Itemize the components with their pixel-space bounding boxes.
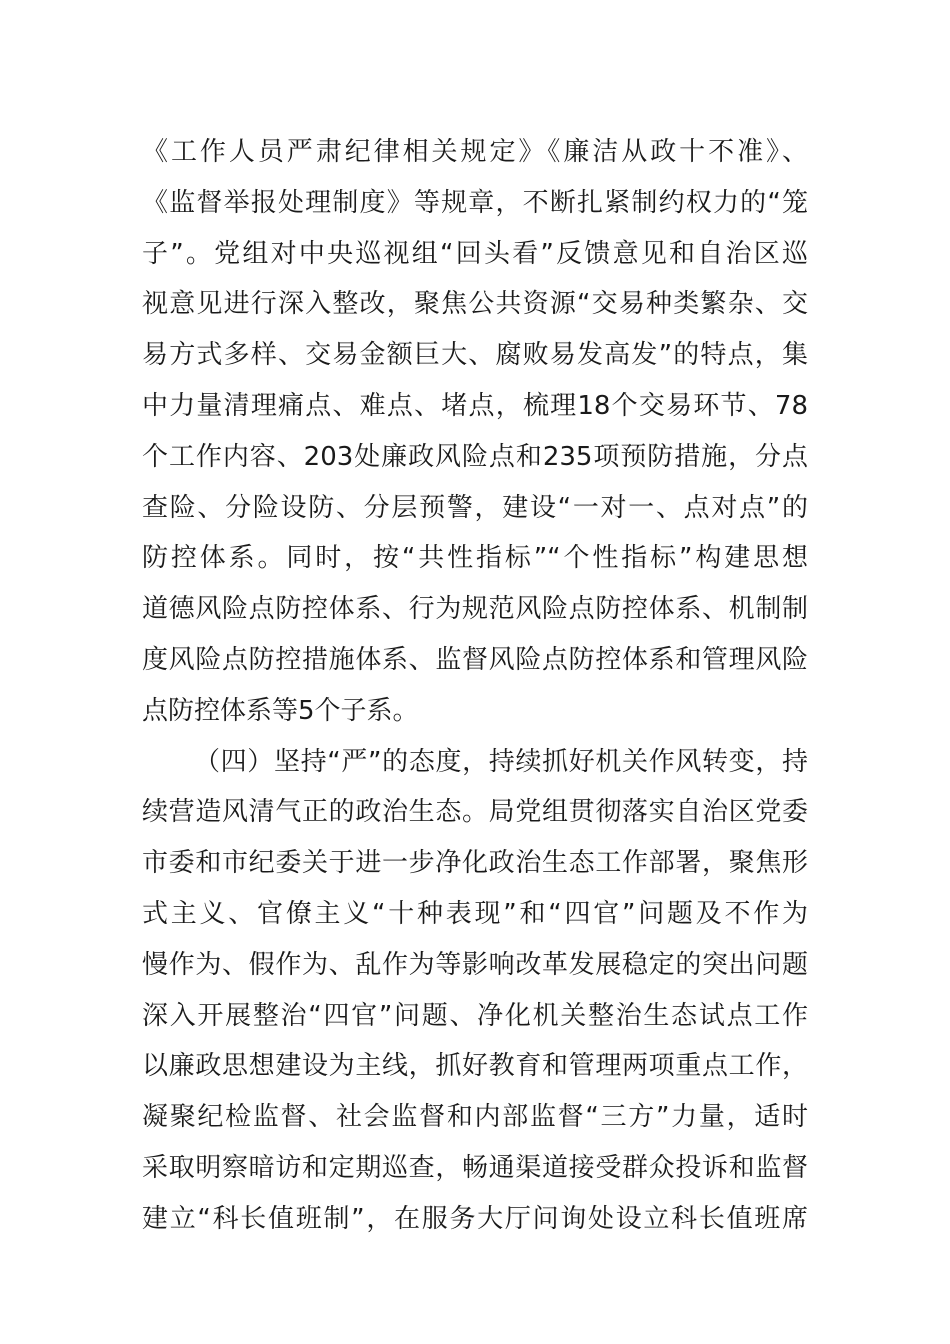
text-line: 查险、分险设防、分层预警，建设“一对一、点对点”的 xyxy=(142,492,808,523)
text-line: 中力量清理痛点、难点、堵点，梳理18个交易环节、78 xyxy=(142,390,808,421)
text-line: 慢作为、假作为、乱作为等影响改革发展稳定的突出问题 xyxy=(142,949,808,980)
text-line: 道德风险点防控体系、行为规范风险点防控体系、机制制 xyxy=(142,594,808,625)
text-line: （四）坚持“严”的态度，持续抓好机关作风转变，持 xyxy=(194,746,808,777)
text-line: 子”。党组对中央巡视组“回头看”反馈意见和自治区巡 xyxy=(142,238,808,269)
text-line: 建立“科长值班制”，在服务大厅问询处设立科长值班席 xyxy=(142,1203,808,1234)
text-line: 续营造风清气正的政治生态。局党组贯彻落实自治区党委 xyxy=(142,797,808,828)
text-line: 点防控体系等5个子系。 xyxy=(142,695,419,726)
text-line: 采取明察暗访和定期巡查，畅通渠道接受群众投诉和监督 xyxy=(142,1152,808,1183)
text-line: 式主义、官僚主义“十种表现”和“四官”问题及不作为 xyxy=(142,898,808,929)
text-line: 市委和市纪委关于进一步净化政治生态工作部署，聚焦形 xyxy=(142,848,808,879)
text-line: 凝聚纪检监督、社会监督和内部监督“三方”力量，适时 xyxy=(142,1102,808,1133)
document-body xyxy=(142,127,808,1245)
text-line: 易方式多样、交易金额巨大、腐败易发高发”的特点，集 xyxy=(142,340,808,371)
text-line: 以廉政思想建设为主线，抓好教育和管理两项重点工作， xyxy=(142,1051,808,1082)
text-line: 《工作人员严肃纪律相关规定》《廉洁从政十不准》、 xyxy=(142,137,808,167)
text-line: 防控体系。同时，按“共性指标”“个性指标”构建思想 xyxy=(142,543,808,574)
text-line: 深入开展整治“四官”问题、净化机关整治生态试点工作 xyxy=(142,1000,808,1031)
text-line: 度风险点防控措施体系、监督风险点防控体系和管理风险 xyxy=(142,644,808,675)
text-line: 《监督举报处理制度》等规章，不断扎紧制约权力的“笼 xyxy=(142,187,808,218)
text-line: 视意见进行深入整改，聚焦公共资源“交易种类繁杂、交 xyxy=(142,289,808,320)
text-line: 个工作内容、203处廉政风险点和235项预防措施，分点 xyxy=(142,441,808,472)
